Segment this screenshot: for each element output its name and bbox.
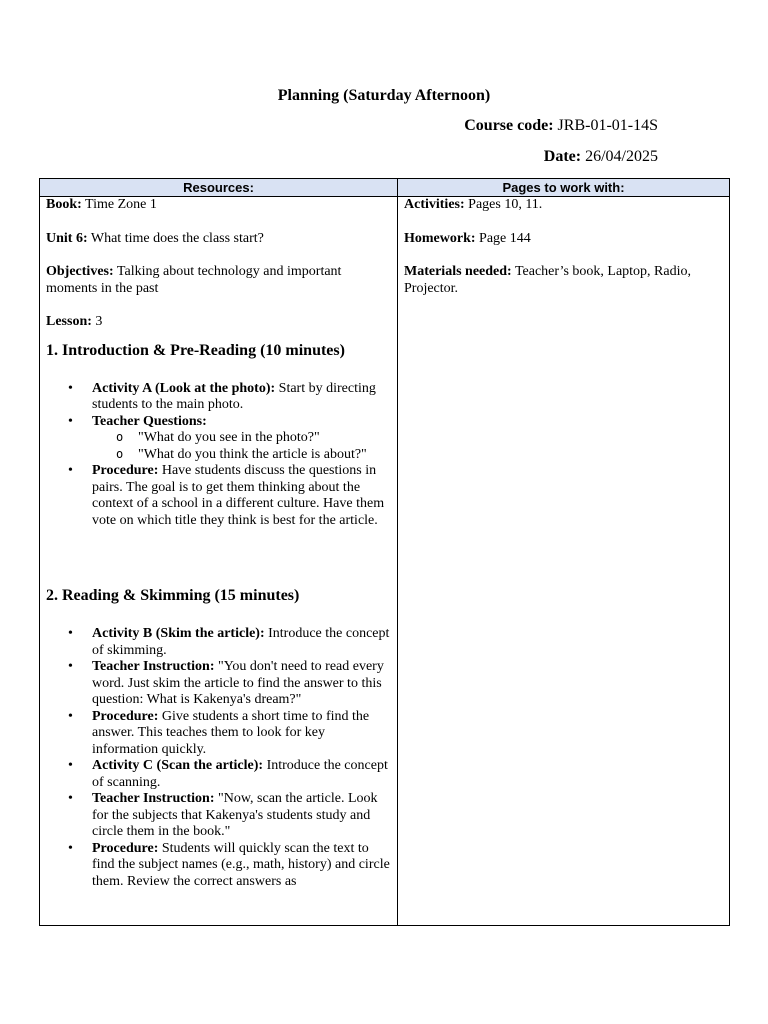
materials-value: Teacher’s book, Laptop, Radio, Projector. bbox=[404, 264, 691, 296]
lesson-date bbox=[544, 148, 658, 166]
unit-value: What time does the class start? bbox=[90, 230, 264, 246]
course-code-value: JRB-01-01-14S bbox=[557, 117, 658, 134]
item-text: Have students discuss the questions in pairs. The goal is to get them thinking about the context of a school in a different culture. Have them vote on which title they think is best for the article. bbox=[92, 463, 385, 528]
materials-label: Materials needed: bbox=[404, 264, 512, 279]
activities-line bbox=[404, 197, 723, 214]
book-label: Book: bbox=[46, 197, 82, 212]
item-label: Activity B (Skim the article): bbox=[92, 626, 265, 641]
list-item bbox=[92, 463, 391, 529]
item-label: Procedure: bbox=[92, 708, 159, 724]
resources-cell bbox=[40, 197, 398, 926]
item-text: Introduce the concept of skimming. bbox=[92, 626, 390, 658]
item-label: Activity C (Scan the article): bbox=[92, 758, 264, 773]
course-code bbox=[464, 117, 658, 135]
item-text: "You don't need to read every word. Just skim the article to find the answer to this question: What is Kakenya's dream?" bbox=[92, 659, 384, 707]
list-item bbox=[92, 381, 391, 414]
book-value: Time Zone 1 bbox=[85, 197, 157, 212]
item-label: Teacher Instruction: bbox=[92, 659, 215, 674]
item-text: Give students a short time to find the answer. This teaches them to look for key information quickly. bbox=[92, 708, 370, 757]
activities-value: Pages 10, 11. bbox=[468, 197, 543, 212]
lesson-label: Lesson: bbox=[46, 314, 92, 329]
item-label: Teacher Questions: bbox=[92, 413, 207, 429]
question-item: o "What do you see in the photo?" bbox=[138, 430, 391, 447]
item-text: Students will quickly scan the text to find the subject names (e.g., math, history) and circle them. Review the correct answers as bbox=[92, 840, 390, 889]
page-title: Planning (Saturday Afternoon) bbox=[277, 87, 491, 104]
list-item bbox=[92, 791, 391, 841]
homework-value: Page 144 bbox=[479, 230, 531, 246]
resources-header: Resources: bbox=[40, 179, 398, 197]
item-text: Start by directing students to the main photo. bbox=[92, 380, 376, 412]
spacer bbox=[46, 529, 391, 576]
list-item bbox=[92, 414, 391, 464]
section-heading-reading: 2. Reading & Skimming (15 minutes) bbox=[46, 587, 300, 604]
item-text: Introduce the concept of scanning. bbox=[92, 758, 388, 790]
pages-header: Pages to work with: bbox=[398, 179, 730, 197]
book-line bbox=[46, 197, 391, 214]
planning-table bbox=[39, 178, 730, 926]
item-text: "Now, scan the article. Look for the subjects that Kakenya's students study and circle them in the book." bbox=[92, 791, 378, 839]
reading-list bbox=[46, 626, 391, 890]
list-item bbox=[92, 659, 391, 709]
item-label: Activity A (Look at the photo): bbox=[92, 380, 276, 396]
lesson-value: 3 bbox=[95, 314, 103, 329]
date-label: Date: bbox=[543, 148, 582, 165]
activities-label: Activities: bbox=[404, 197, 465, 212]
unit-label: Unit 6: bbox=[46, 230, 88, 246]
lesson-line bbox=[46, 314, 391, 331]
introduction-list bbox=[46, 381, 391, 530]
course-code-label: Course code: bbox=[464, 117, 554, 134]
objectives-line bbox=[46, 264, 391, 297]
list-item bbox=[92, 841, 391, 891]
homework-line bbox=[404, 231, 723, 248]
section-heading-introduction: 1. Introduction & Pre-Reading (10 minutes) bbox=[46, 341, 345, 359]
list-item bbox=[92, 626, 391, 659]
item-label: Procedure: bbox=[92, 463, 159, 478]
objectives-label: Objectives: bbox=[46, 264, 114, 279]
homework-label: Homework: bbox=[404, 230, 476, 246]
objectives-value: Talking about technology and important moments in the past bbox=[46, 264, 342, 296]
materials-line bbox=[404, 264, 723, 297]
question-list bbox=[92, 430, 391, 463]
list-item bbox=[92, 709, 391, 759]
question-item: o "What do you think the article is about?" bbox=[138, 447, 391, 464]
date-value: 26/04/2025 bbox=[585, 148, 658, 165]
item-label: Procedure: bbox=[92, 840, 159, 856]
list-item bbox=[92, 758, 391, 791]
item-label: Teacher Instruction: bbox=[92, 791, 215, 806]
pages-cell bbox=[398, 197, 730, 926]
unit-line bbox=[46, 231, 391, 248]
